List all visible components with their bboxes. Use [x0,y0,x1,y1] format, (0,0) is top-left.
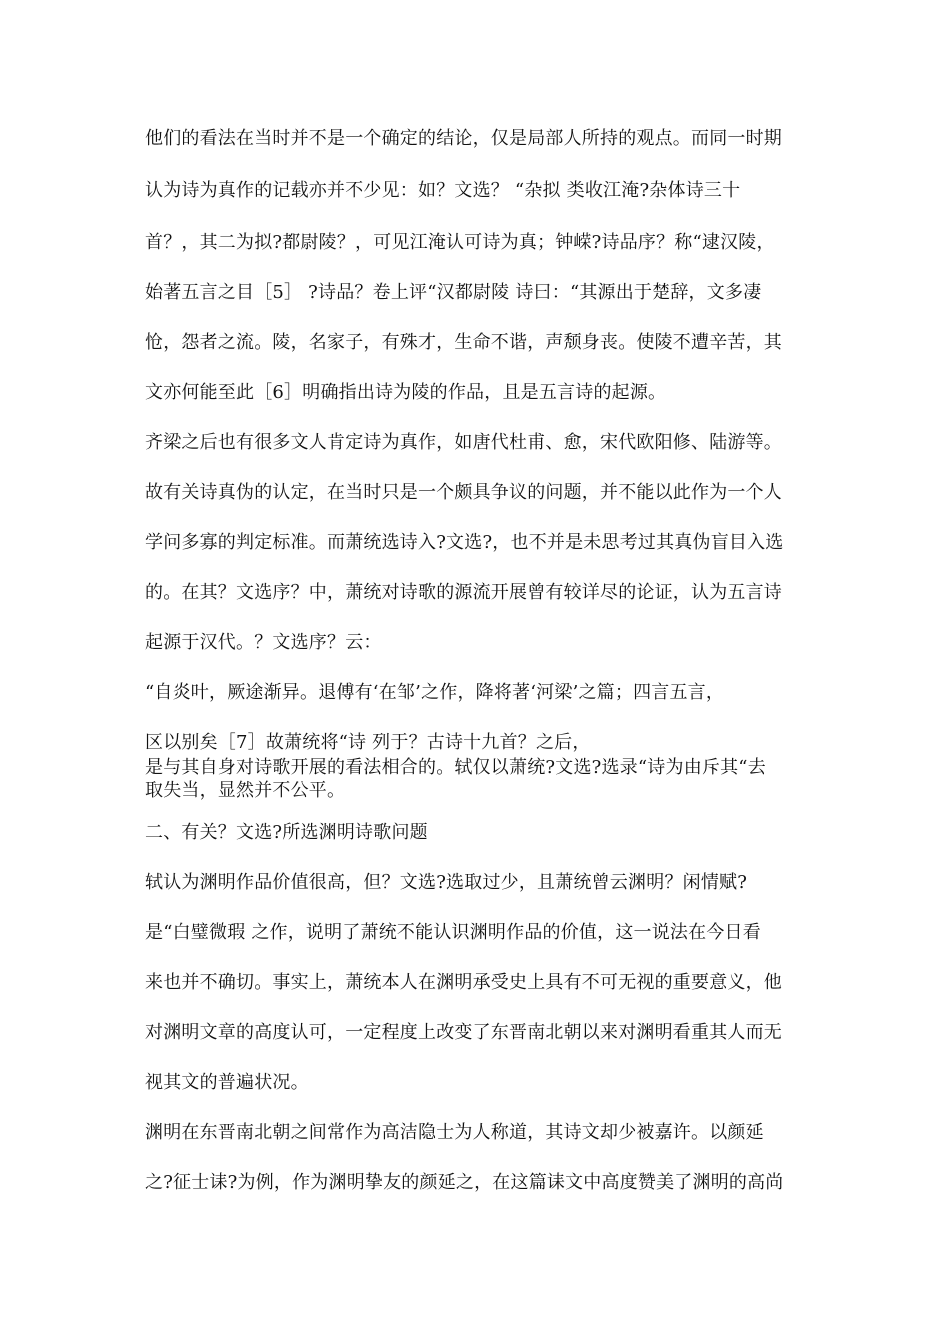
text-line-18: 是“白璧微瑕 之作，说明了萧统不能认识渊明作品的价值，这一说法在今日看 [145,922,761,943]
text-line-11: 起源于汉代。？文选序？云： [145,632,382,653]
text-line-5: 怆，怨者之流。陵，名家子，有殊才，生命不谐，声颓身丧。使陵不遭辛苦，其 [145,332,782,353]
text-line-13: 区以别矣［7］故萧统将“诗 列于？古诗十九首？之后， [145,732,591,753]
text-line-6: 文亦何能至此［6］明确指出诗为陵的作品，且是五言诗的起源。 [145,382,667,403]
text-line-2: 认为诗为真作的记载亦并不少见：如？文选？ “杂拟 类收江淹?杂体诗三十 [145,180,741,201]
text-line-19: 来也并不确切。事实上，萧统本人在渊明承受史上具有不可无视的重要意义，他 [145,972,782,993]
text-line-1: 他们的看法在当时并不是一个确定的结论，仅是局部人所持的观点。而同一时期 [145,128,782,149]
text-line-10: 的。在其？文选序？中，萧统对诗歌的源流开展曾有较详尽的论证，认为五言诗 [145,582,782,603]
text-line-21: 视其文的普遍状况。 [145,1072,309,1093]
text-line-14: 是与其自身对诗歌开展的看法相合的。轼仅以萧统?文选?选录“诗为由斥其“去 [145,757,766,778]
text-line-23: 之?征士诔?为例，作为渊明挚友的颜延之，在这篇诔文中高度赞美了渊明的高尚 [145,1172,784,1193]
text-line-12: “自炎叶，厥途渐异。退傅有‘在邹’之作，降将著‘河梁’之篇；四言五言， [145,682,725,703]
text-line-4: 始著五言之目［5］ ?诗品？卷上评“汉都尉陵 诗曰：“其源出于楚辞，文多凄 [145,282,762,303]
text-line-17: 轼认为渊明作品价值很高，但？文选?选取过少，且萧统曾云渊明？闲情赋? [145,872,748,893]
text-line-22: 渊明在东晋南北朝之间常作为高洁隐士为人称道，其诗文却少被嘉许。以颜延 [145,1122,764,1143]
text-line-7: 齐梁之后也有很多文人肯定诗为真作，如唐代杜甫、愈，宋代欧阳修、陆游等。 [145,432,782,453]
text-line-20: 对渊明文章的高度认可，一定程度上改变了东晋南北朝以来对渊明看重其人而无 [145,1022,782,1043]
text-line-15: 取失当，显然并不公平。 [145,780,346,801]
text-line-9: 学问多寡的判定标准。而萧统选诗入?文选?，也不并是未思考过其真伪盲目入选 [145,532,784,553]
text-line-3: 首？，其二为拟?都尉陵？，可见江淹认可诗为真；钟嵘?诗品序？称“逮汉陵， [145,232,775,253]
section-heading: 二、有关？文选?所选渊明诗歌问题 [145,822,428,843]
text-line-8: 故有关诗真伪的认定，在当时只是一个颇具争议的问题，并不能以此作为一个人 [145,482,782,503]
